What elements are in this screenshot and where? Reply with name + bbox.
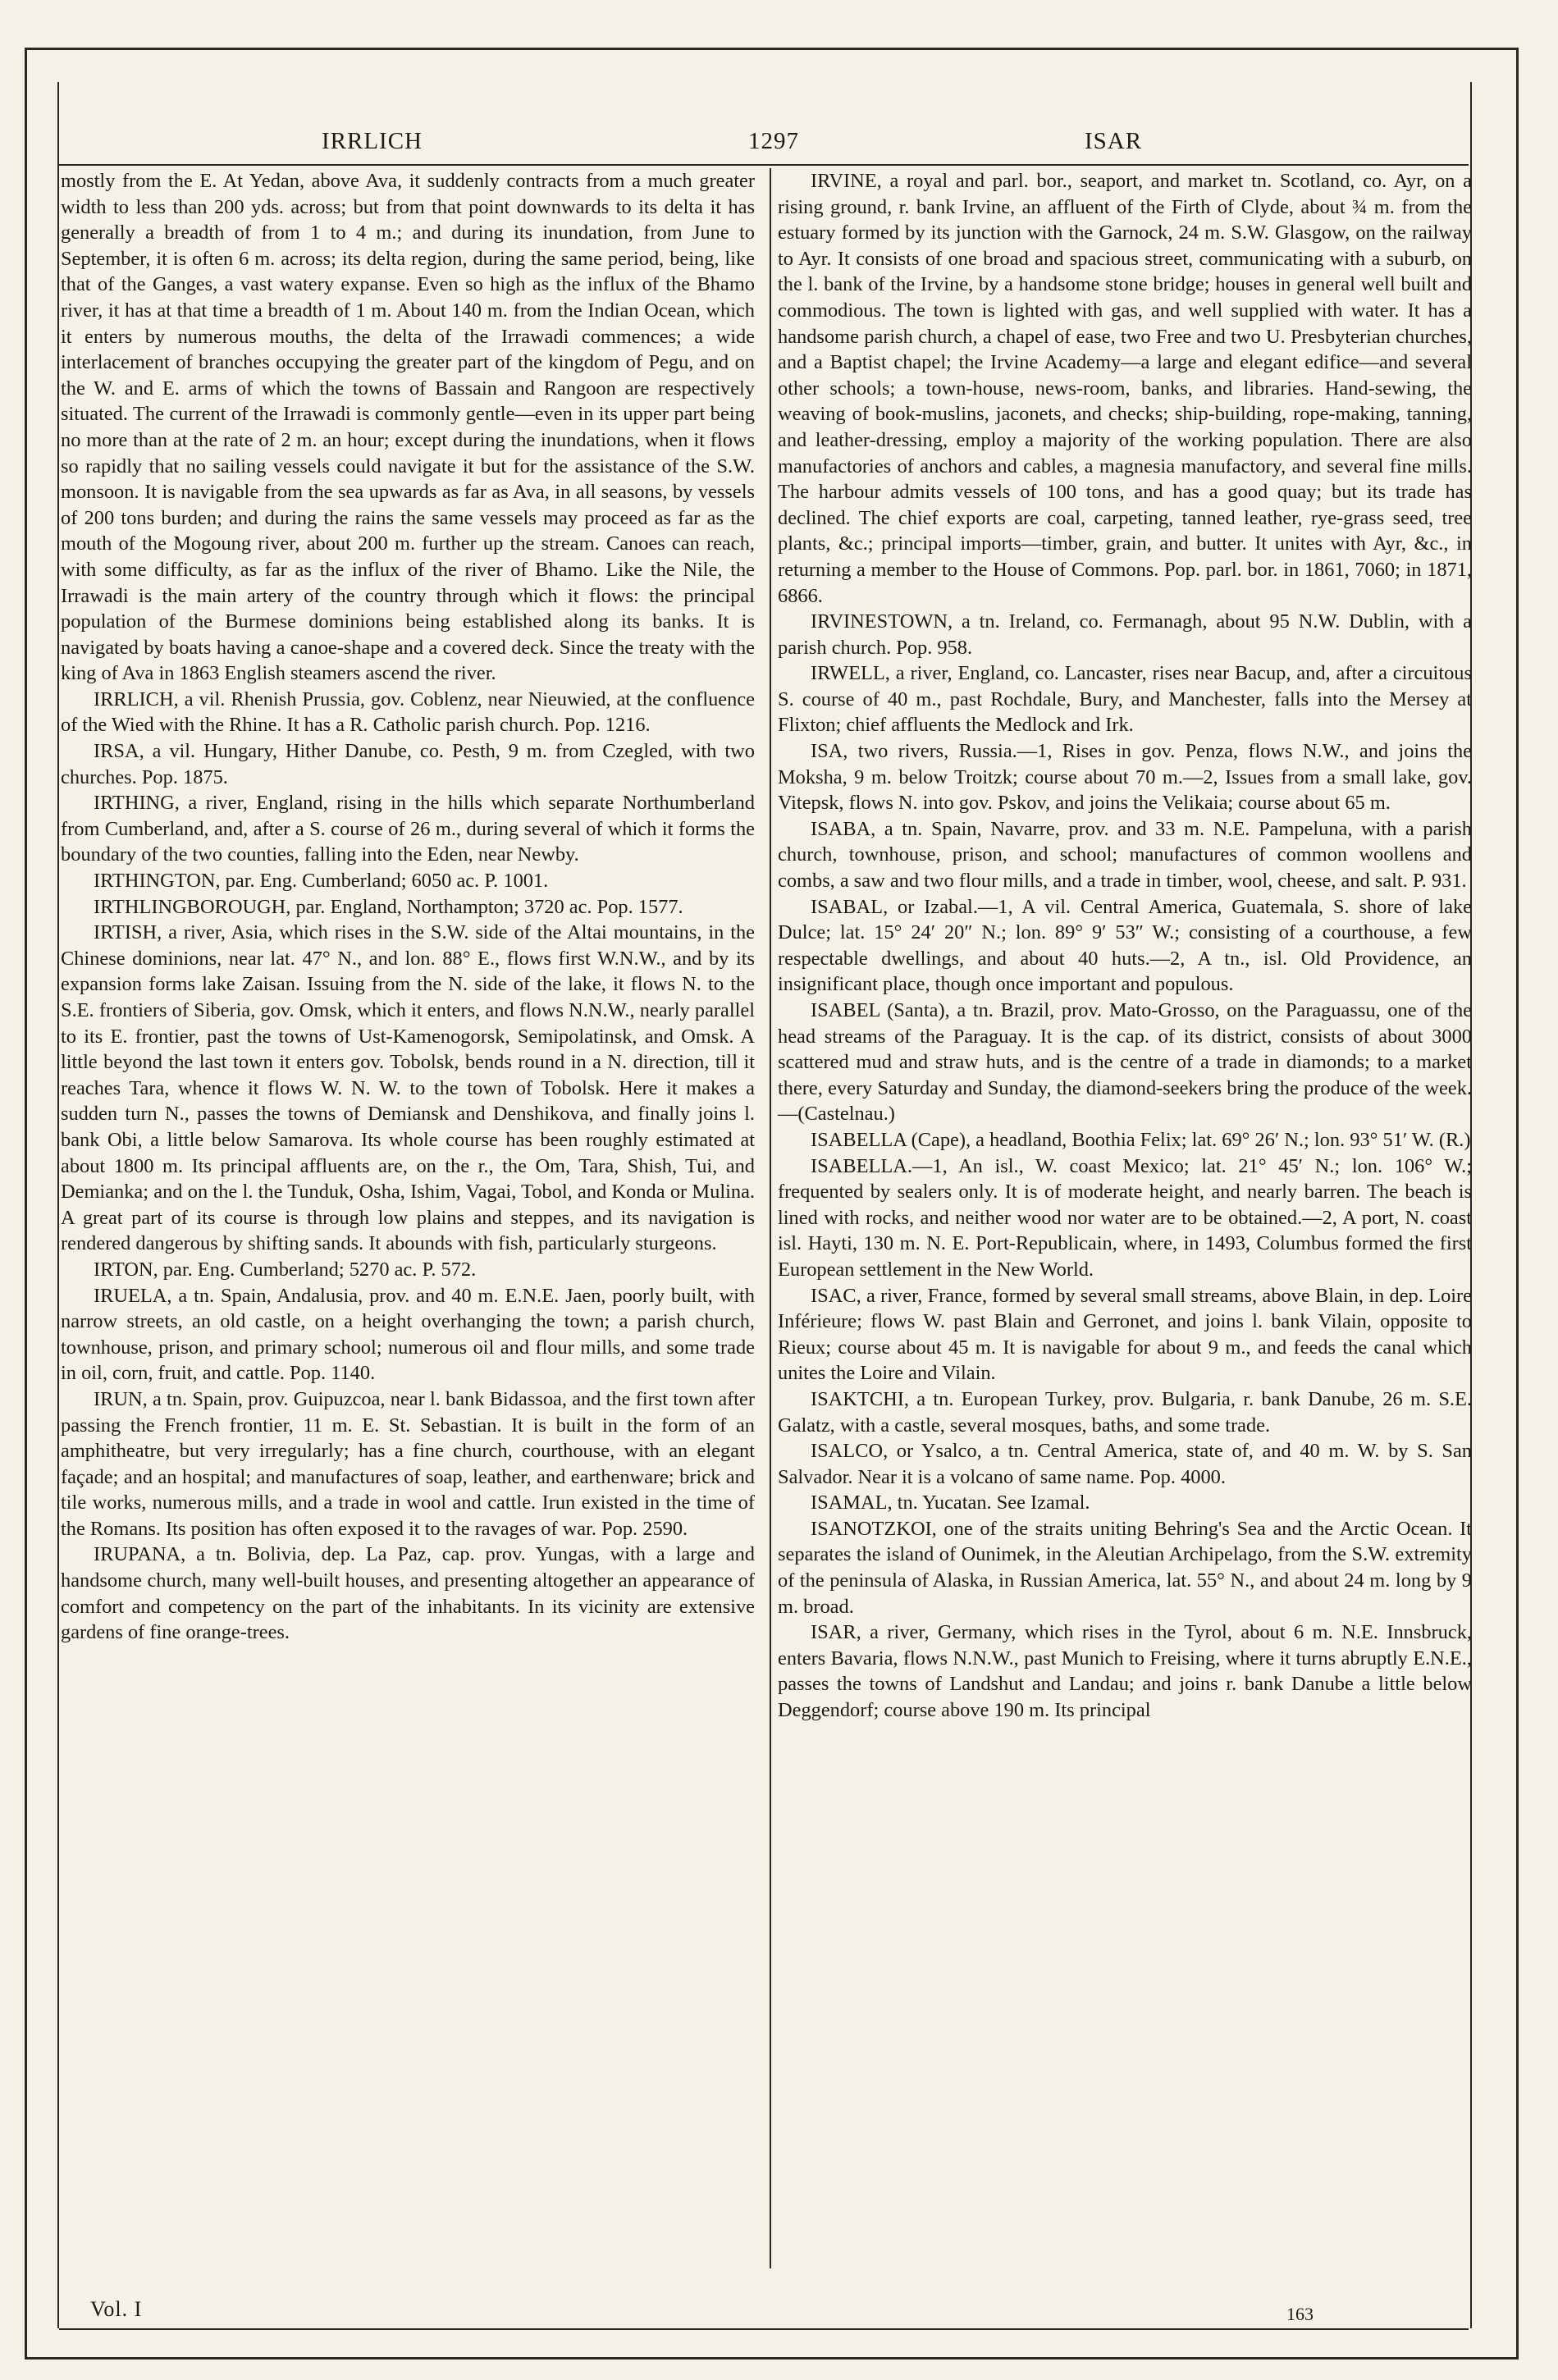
entry-paragraph: ISAC, a river, France, formed by several small streams, above Blain, in dep. Loire Inférieure; flows W. past Blain and Gerronet, and joins l. bank Vilain, opposite to Rieux; course about 45 m. It is navigable for about 9 m., and feeds the canal which unites the Loire and Vilain. <box>778 1284 1472 1385</box>
right-column <box>778 168 1472 1724</box>
entry-paragraph: IRWELL, a river, England, co. Lancaster, rises near Bacup, and, after a circuitous S. course of 40 m., past Rochdale, Bury, and Manchester, falls into the Mersey at Flixton; chief affluents the Medlock and Irk. <box>778 662 1472 737</box>
header-right-catchword: ISAR <box>1085 128 1143 154</box>
entry-paragraph: IRVINESTOWN, a tn. Ireland, co. Fermanagh, about 95 N.W. Dublin, with a parish church. Pop. 958. <box>778 610 1472 659</box>
entry-paragraph: IRUN, a tn. Spain, prov. Guipuzcoa, near l. bank Bidassoa, and the first town after passing the French frontier, 11 m. E. St. Sebastian. It is built in the form of an amphitheatre, but very irregularly; has a fine church, courthouse, with an elegant façade; and an hospital; and manufactures of soap, leather, and earthenware; brick and tile works, numerous mills, and a trade in wool and cattle. Irun existed in the time of the Romans. Its position has often exposed it to the ravages of war. Pop. 2590. <box>61 1387 755 1540</box>
entry-paragraph: IRVINE, a royal and parl. bor., seaport, and market tn. Scotland, co. Ayr, on a rising ground, r. bank Irvine, an affluent of the Firth of Clyde, about ¾ m. from the estuary formed by its junction with the Garnock, 24 m. S.W. Glasgow, on the railway to Ayr. It consists of one broad and spacious street, communicating with a suburb, on the l. bank of the Irvine, by a handsome stone bridge; houses in general well built and commodious. The town is lighted with gas, and well supplied with water. It has a handsome parish church, a chapel of ease, two Free and two U. Presbyterian churches, and a Baptist chapel; the Irvine Academy—a large and elegant edifice—and several other schools; a town-house, news-room, banks, and libraries. Hand-sewing, the weaving of book-muslins, jaconets, and checks; ship-building, rope-making, tanning, and leather-dressing, employ a majority of the working population. There are also manufactories of anchors and cables, a magnesia manufactory, and several fine mills. The harbour admits vessels of 100 tons, and has a good quay; but its trade has declined. The chief exports are coal, carpeting, tanned leather, rye-grass seed, tree plants, &c.; principal imports—timber, grain, and butter. It unites with Ayr, &c., in returning a member to the House of Commons. Pop. parl. bor. in 1861, 7060; in 1871, 6866. <box>778 170 1472 607</box>
entry-paragraph: IRUPANA, a tn. Bolivia, dep. La Paz, cap. prov. Yungas, with a large and handsome church, many well-built houses, and presenting altogether an appearance of comfort and competency on the part of the inhabitants. In its vicinity are extensive gardens of fine orange-trees. <box>61 1543 755 1644</box>
entry-paragraph: ISA, two rivers, Russia.—1, Rises in gov. Penza, flows N.W., and joins the Moksha, 9 m. below Troitzk; course about 70 m.—2, Issues from a small lake, gov. Vitepsk, flows N. into gov. Pskov, and joins the Velikaia; course about 65 m. <box>778 740 1472 815</box>
entry-paragraph: IRSA, a vil. Hungary, Hither Danube, co. Pesth, 9 m. from Czegled, with two churches. Pop. 1875. <box>61 740 755 788</box>
entry-paragraph: IRTHINGTON, par. Eng. Cumberland; 6050 ac. P. 1001. <box>94 870 549 893</box>
entry-paragraph: ISABEL (Santa), a tn. Brazil, prov. Mato-Grosso, on the Paraguassu, one of the head streams of the Paraguay. It is the cap. of its district, consists of about 3000 scattered mud and straw huts, and is the centre of a trade in diamonds; to a market there, every Saturday and Sunday, the diamond-seekers bring the produce of the week.—(Castelnau.) <box>778 999 1472 1126</box>
header-left-catchword: IRRLICH <box>322 128 423 154</box>
entry-paragraph: ISABELLA.—1, An isl., W. coast Mexico; lat. 21° 45′ N.; lon. 106° W.; frequented by sealers only. It is of moderate height, and nearly barren. The beach is lined with rocks, and neither wood nor water are to be obtained.—2, A port, N. coast isl. Hayti, 130 m. N. E. Port-Republicain, where, in 1493, Columbus formed the first European settlement in the New World. <box>778 1154 1472 1281</box>
running-header <box>59 123 1469 166</box>
page-number: 1297 <box>748 128 799 154</box>
entry-paragraph: ISABELLA (Cape), a headland, Boothia Felix; lat. 69° 26′ N.; lon. 93° 51′ W. (R.) <box>811 1128 1471 1151</box>
header-rule <box>59 164 1469 166</box>
entry-paragraph: ISANOTZKOI, one of the straits uniting Behring's Sea and the Arctic Ocean. It separates the island of Ounimek, in the Aleutian Archipelago, from the S.W. extremity of the peninsula of Alaska, in Russian America, lat. 55° N., and about 24 m. long by 9 m. broad. <box>778 1517 1472 1618</box>
entry-paragraph: IRTHLINGBOROUGH, par. England, Northampton; 3720 ac. Pop. 1577. <box>94 895 683 918</box>
entry-paragraph: ISAMAL, tn. Yucatan. See Izamal. <box>811 1491 1090 1514</box>
signature-mark: 163 <box>1286 2304 1314 2324</box>
entry-paragraph: ISALCO, or Ysalco, a tn. Central America, state of, and 40 m. W. by S. San Salvador. Near it is a volcano of same name. Pop. 4000. <box>778 1440 1472 1488</box>
entry-paragraph: ISABA, a tn. Spain, Navarre, prov. and 33 m. N.E. Pampeluna, with a parish church, townhouse, prison, and school; manufactures of common woollens and combs, a saw and two flour mills, and a trade in timber, wool, cheese, and salt. P. 931. <box>778 817 1472 893</box>
left-column <box>61 168 755 1646</box>
volume-label: Vol. I <box>90 2297 143 2321</box>
entry-paragraph: mostly from the E. At Yedan, above Ava, it suddenly contracts from a much greater width to less than 200 yds. across; but from that point downwards to its delta it has generally a breadth of from 1 to 4 m.; and during its inundation, from June to September, it is often 6 m. across; its delta region, during the same period, being, like that of the Ganges, a vast watery expanse. Even so high as the influx of the Bhamo river, it has at that time a breadth of 1 m. About 140 m. from the Indian Ocean, which it enters by numerous mouths, the delta of the Irrawadi commences; a wide interlacement of branches occupying the greater part of the kingdom of Pegu, and on the W. and E. arms of which the towns of Bassain and Rangoon are respectively situated. The current of the Irrawadi is commonly gentle—even in its upper part being no more than at the rate of 2 m. an hour; except during the inundations, when it flows so rapidly that no sailing vessels could navigate it but for the assistance of the S.W. monsoon. It is navigable from the sea upwards as far as Ava, in all seasons, by vessels of 200 tons burden; and during the rains the same vessels may proceed as far as the mouth of the Mogoung river, about 200 m. further up the stream. Canoes can reach, with some difficulty, as far as the influx of the river of Bhamo. Like the Nile, the Irrawadi is the main artery of the country through which it flows: the principal population of the Burmese dominions being established along its banks. It is navigated by boats having a canoe-shape and a covered deck. Since the treaty with the king of Ava in 1863 English steamers ascend the river. <box>61 170 755 685</box>
footer-rule <box>59 2328 1469 2330</box>
entry-paragraph: IRTHING, a river, England, rising in the hills which separate Northumberland from Cumberland, and, after a S. course of 26 m., during several of which it forms the boundary of the two counties, falling into the Eden, near Newby. <box>61 792 755 866</box>
entry-paragraph: ISAKTCHI, a tn. European Turkey, prov. Bulgaria, r. bank Danube, 26 m. S.E. Galatz, with a castle, several mosques, baths, and some trade. <box>778 1387 1472 1437</box>
entry-paragraph: IRTISH, a river, Asia, which rises in the S.W. side of the Altai mountains, in the Chinese dominions, near lat. 47° N., and lon. 88° E., flows first W.N.W., and by its expansion forms lake Zaisan. Issuing from the N. side of the lake, it flows N. to the S.E. frontiers of Siberia, gov. Omsk, which it enters, and flows N.N.W., nearly parallel to its E. frontier, past the towns of Ust-Kamenogorsk, Semipolatinsk, and Omsk. A little beyond the last town it enters gov. Tobolsk, bends round in a N. direction, till it reaches Tara, whence it flows W. N. W. to the town of Tobolsk. Here it makes a sudden turn N., passes the towns of Demiansk and Denshikova, and finally joins l. bank Obi, a little below Samarova. Its whole course has been roughly estimated at about 1800 m. Its principal affluents are, on the r., the Om, Tara, Shish, Tui, and Demianka; and on the l. the Tunduk, Osha, Ishim, Vagai, Tobol, and Konda or Mulina. A great part of its course is through low plains and steppes, and its navigation is rendered dangerous by shifting sands. It abounds with fish, particularly sturgeons. <box>61 921 755 1255</box>
entry-paragraph: ISAR, a river, Germany, which rises in the Tyrol, about 6 m. N.E. Innsbruck, enters Bavaria, flows N.N.W., past Munich to Freising, where it turns abruptly E.N.E., passes the towns of Landshut and Landau; and joins r. bank Danube a little below Deggendorf; course above 190 m. Its principal <box>778 1621 1472 1722</box>
column-divider <box>770 168 771 2268</box>
entry-paragraph: IRUELA, a tn. Spain, Andalusia, prov. and 40 m. E.N.E. Jaen, poorly built, with narrow streets, an old castle, on a height overhanging the town; a parish church, townhouse, prison, and primary school; numerous oil and flour mills, and some trade in oil, corn, fruit, and cattle. Pop. 1140. <box>61 1284 755 1385</box>
entry-paragraph: ISABAL, or Izabal.—1, A vil. Central America, Guatemala, S. shore of lake Dulce; lat. 15° 24′ 20″ N.; lon. 89° 9′ 53″ W.; consisting of a courthouse, a few respectable dwellings, and about 40 huts.—2, A tn., isl. Old Providence, an insignificant place, though once important and populous. <box>778 895 1472 996</box>
entry-paragraph: IRTON, par. Eng. Cumberland; 5270 ac. P. 572. <box>94 1258 477 1281</box>
entry-paragraph: IRRLICH, a vil. Rhenish Prussia, gov. Coblenz, near Nieuwied, at the confluence of the Wied with the Rhine. It has a R. Catholic parish church. Pop. 1216. <box>61 688 755 737</box>
